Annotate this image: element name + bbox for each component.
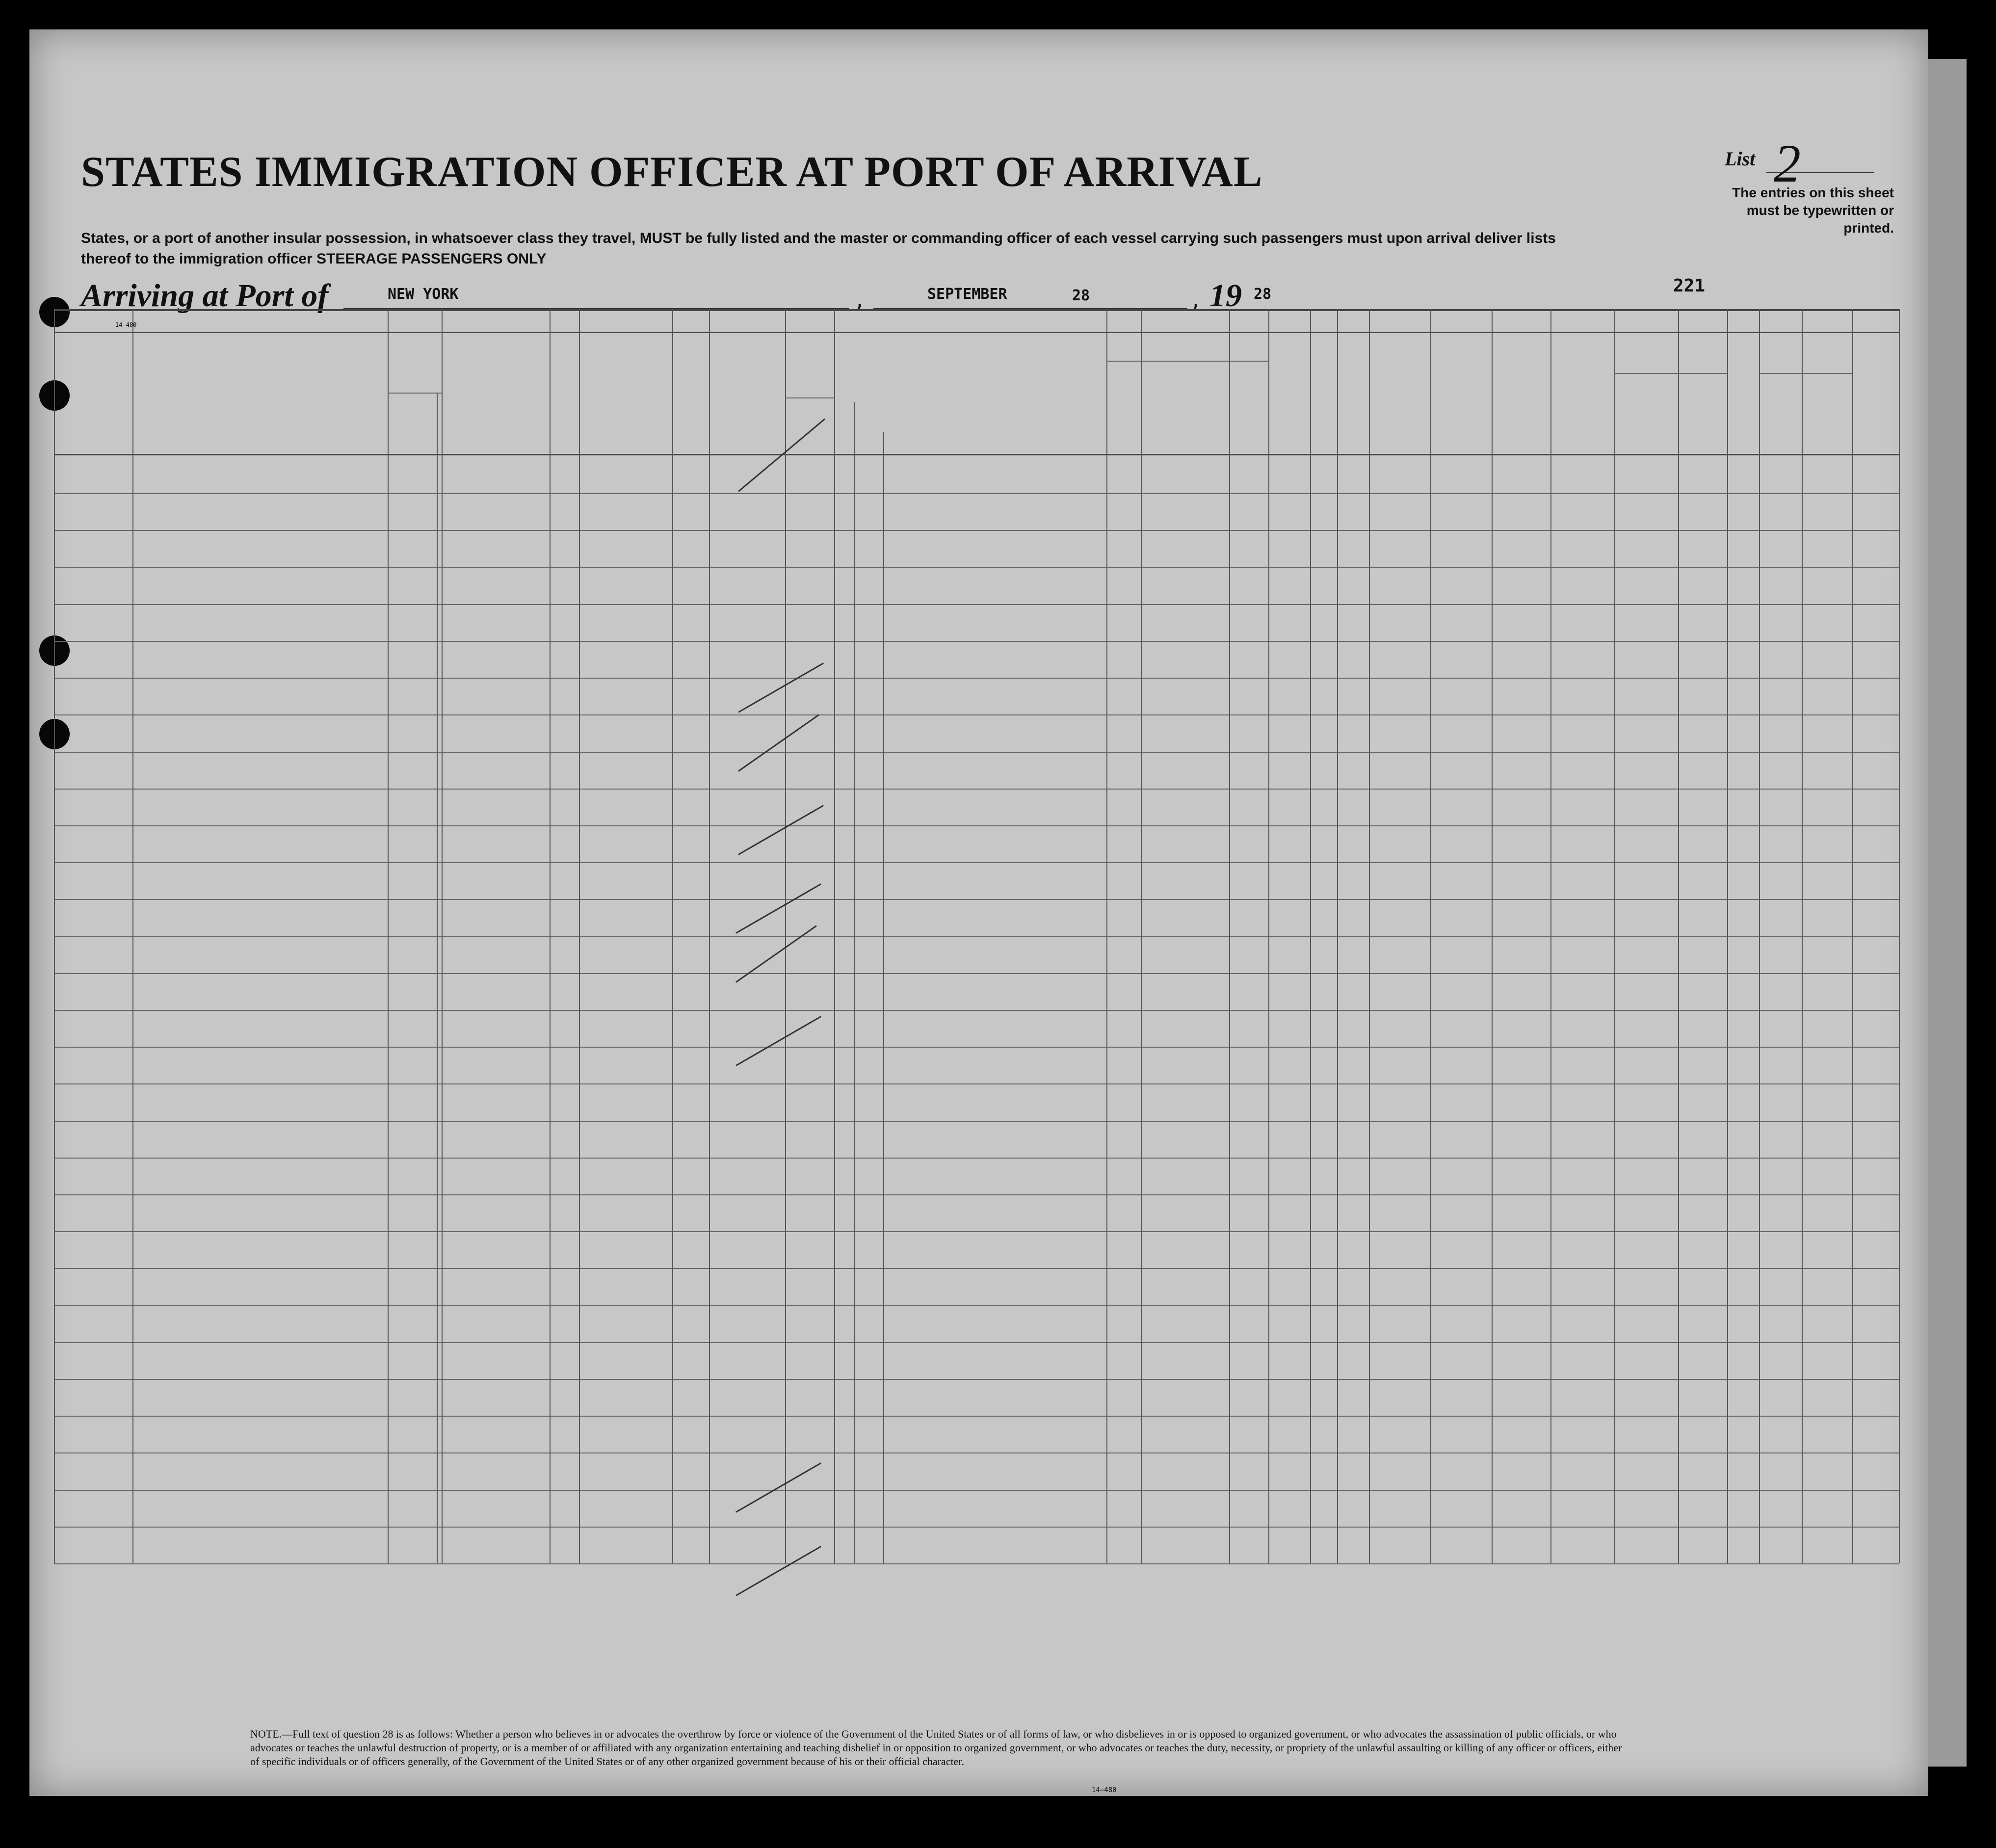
table-rule — [54, 332, 1899, 333]
row-rule — [54, 641, 1899, 642]
column-rule — [132, 309, 133, 1563]
tick-mark — [735, 883, 821, 934]
row-rule — [54, 936, 1899, 937]
comma: , — [854, 290, 866, 312]
column-rule — [1430, 309, 1431, 1563]
column-rule — [388, 309, 389, 1563]
sub-header-rule — [388, 393, 442, 394]
column-rule — [1268, 309, 1269, 1563]
column-rule — [1310, 309, 1311, 1563]
header-q24b — [1146, 363, 1172, 451]
sheet-number: 221 — [1673, 276, 1706, 296]
sub-header-rule — [1759, 373, 1852, 374]
column-rule — [1802, 309, 1803, 1563]
column-rule — [785, 309, 786, 1563]
column-rule — [1369, 309, 1370, 1563]
list-label: List — [1725, 148, 1756, 170]
row-rule — [54, 1527, 1899, 1528]
header-q26 — [1313, 334, 1339, 451]
row-rule — [54, 567, 1899, 568]
sub-column-rule — [437, 393, 438, 1563]
row-rule — [54, 1194, 1899, 1195]
header-q30 — [1494, 334, 1521, 451]
header-q28 — [1371, 334, 1398, 451]
column-rule — [1614, 309, 1615, 1563]
column-rule — [1899, 309, 1900, 1563]
intro-text: States, or a port of another insular possession, in whatsoever class they travel, MUST be fully listed and the master or commanding officer of each vessel carrying such passengers must upon arrival deliver lists thereof to the immigration officer STEERAGE PASSENGERS ONLY — [81, 230, 1556, 267]
header-ticket — [444, 329, 471, 451]
tick-mark — [738, 714, 819, 772]
row-rule — [54, 604, 1899, 605]
tick-mark — [735, 1546, 821, 1596]
row-rule — [54, 1268, 1899, 1269]
table-rule — [54, 454, 1899, 455]
column-rule — [1106, 309, 1107, 1563]
header-q29 — [1433, 334, 1459, 451]
header-q27 — [1339, 334, 1366, 451]
row-rule — [54, 1121, 1899, 1122]
header-q24a — [1109, 363, 1135, 451]
month-value: SEPTEMBER — [927, 286, 1007, 303]
row-rule — [54, 1379, 1899, 1380]
row-rule — [54, 1231, 1899, 1232]
row-rule — [54, 714, 1899, 715]
row-rule — [54, 1490, 1899, 1491]
column-rule — [834, 309, 835, 1563]
tick-mark — [735, 925, 817, 983]
sub-header-rule — [1106, 361, 1268, 362]
column-rule — [1678, 309, 1679, 1563]
row-rule — [54, 1452, 1899, 1453]
column-rule — [1337, 309, 1338, 1563]
row-rule — [54, 678, 1899, 679]
column-rule — [1229, 309, 1230, 1563]
column-rule — [54, 309, 55, 1563]
column-rule — [1492, 309, 1493, 1563]
row-rule — [54, 1305, 1899, 1306]
year-prefix: 19 — [1209, 278, 1242, 314]
column-rule — [1727, 309, 1728, 1563]
page-title: STATES IMMIGRATION OFFICER AT PORT OF ARRIVAL — [81, 148, 1263, 196]
arriving-label: Arriving at Port of — [81, 278, 329, 314]
column-rule — [579, 309, 580, 1563]
row-rule — [54, 899, 1899, 900]
row-rule — [54, 1342, 1899, 1343]
header-q25 — [1271, 334, 1297, 451]
row-rule — [54, 752, 1899, 753]
header-q24c — [1234, 363, 1261, 451]
row-rule — [54, 1563, 1899, 1564]
row-rule — [54, 1416, 1899, 1417]
list-number: 2 — [1774, 133, 1801, 193]
row-rule — [54, 1158, 1899, 1159]
sub-column-rule — [854, 402, 855, 1563]
row-rule — [54, 1047, 1899, 1048]
column-rule — [1759, 309, 1760, 1563]
header-possession — [581, 329, 608, 451]
form-code: 14—480 — [1092, 1786, 1117, 1794]
comma: , — [1190, 290, 1202, 312]
tick-mark — [735, 1016, 821, 1066]
column-rule — [550, 309, 551, 1563]
row-rule — [54, 973, 1899, 974]
tick-mark — [735, 1462, 821, 1513]
tick-mark — [738, 805, 824, 855]
column-rule — [709, 309, 710, 1563]
tick-mark — [738, 662, 824, 713]
form-corner-code: 14-480 — [115, 321, 137, 328]
sub-header-rule — [1614, 373, 1727, 374]
column-rule — [1550, 309, 1551, 1563]
table-rule — [54, 309, 1899, 311]
column-rule — [442, 309, 443, 1563]
column-rule — [1852, 309, 1853, 1563]
row-rule — [54, 493, 1899, 494]
port-value: NEW YORK — [388, 286, 459, 303]
manifest-sheet — [29, 29, 1928, 1796]
row-rule — [54, 862, 1899, 863]
header-paid-note — [551, 383, 577, 451]
row-rule — [54, 825, 1899, 826]
row-rule — [54, 1083, 1899, 1084]
day-value: 28 — [1072, 287, 1090, 304]
year-suffix: 28 — [1254, 286, 1272, 303]
sub-column-rule — [883, 432, 884, 1563]
row-rule — [54, 530, 1899, 531]
column-rule — [672, 309, 673, 1563]
sub-header-rule — [785, 397, 834, 398]
typewritten-note: The entries on this sheet must be typewritten or printed. — [1732, 185, 1894, 236]
column-rule — [1141, 309, 1142, 1563]
row-rule — [54, 1010, 1899, 1011]
footnote: NOTE.—Full text of question 28 is as follows: Whether a person who believes in or advocates the overthrow by force or violence of the Government of the United States or of all forms of law, or who disbelieves in or is opposed to organized government, or who advocates the assassination of public officials, or who advocates or teaches the unlawful destruction of property, or is a member of or affiliated with any organization entertaining and teaching disbelief in or opposition to organized government, or who advocates or teaches the duty, necessity, or propriety of the unlawful assaulting or killing of any officer or officers, either of specific individuals or of officers generally, of the Government of the United States or of any other organized government because of his or their official character. — [250, 1728, 1622, 1768]
row-rule — [54, 789, 1899, 790]
